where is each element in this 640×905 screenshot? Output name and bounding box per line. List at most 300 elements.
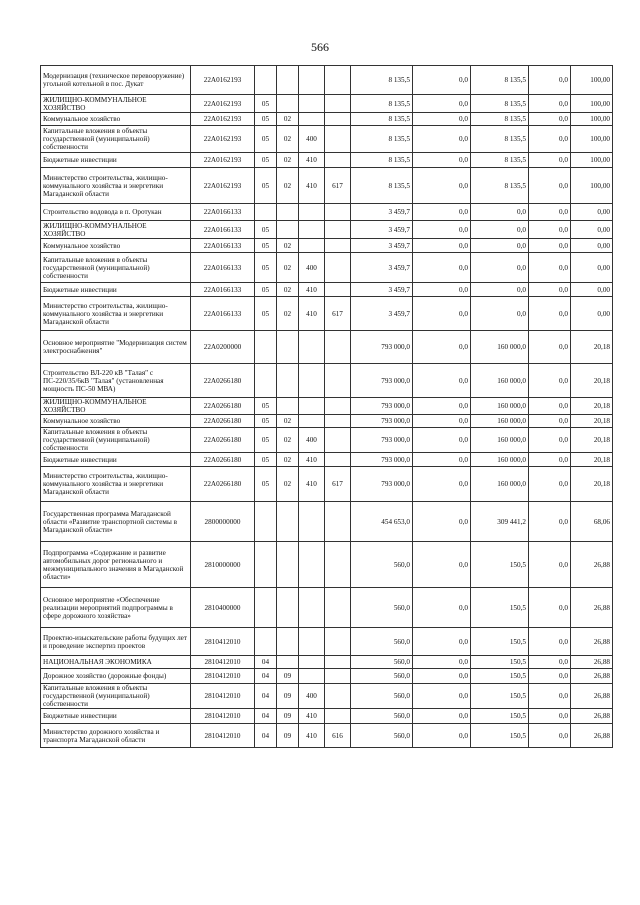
cell-v3: 0,0	[471, 297, 529, 331]
cell-type: 400	[299, 253, 325, 283]
cell-name: Строительство водовода в п. Оротукан	[41, 204, 191, 221]
cell-v5: 20,18	[571, 398, 613, 415]
cell-dept	[325, 628, 351, 656]
cell-type	[299, 331, 325, 364]
table-row	[41, 724, 613, 748]
cell-sub: 02	[277, 453, 299, 467]
cell-v1: 793 000,0	[351, 331, 413, 364]
cell-sub	[277, 66, 299, 95]
cell-dept	[325, 398, 351, 415]
cell-name: Бюджетные инвестиции	[41, 453, 191, 467]
cell-v4: 0,0	[529, 542, 571, 588]
cell-name: Капитальные вложения в объекты государственной (муниципальной) собственности	[41, 684, 191, 709]
cell-v5: 20,18	[571, 453, 613, 467]
cell-v3: 160 000,0	[471, 398, 529, 415]
cell-sub: 02	[277, 253, 299, 283]
cell-v3: 8 135,5	[471, 95, 529, 113]
cell-name: Коммунальное хозяйство	[41, 113, 191, 126]
table-row	[41, 709, 613, 724]
cell-v4: 0,0	[529, 709, 571, 724]
cell-v1: 8 135,5	[351, 95, 413, 113]
cell-v4: 0,0	[529, 428, 571, 453]
cell-sec: 05	[255, 253, 277, 283]
cell-v1: 793 000,0	[351, 364, 413, 398]
cell-type: 410	[299, 709, 325, 724]
cell-v2: 0,0	[413, 113, 471, 126]
cell-sec: 05	[255, 168, 277, 204]
cell-code: 2810412010	[191, 724, 255, 748]
cell-sub	[277, 204, 299, 221]
cell-v2: 0,0	[413, 428, 471, 453]
cell-code: 22А0166133	[191, 283, 255, 297]
cell-v4: 0,0	[529, 331, 571, 364]
cell-v3: 0,0	[471, 239, 529, 253]
table-row	[41, 153, 613, 168]
cell-v3: 160 000,0	[471, 467, 529, 502]
table-row	[41, 467, 613, 502]
cell-v1: 793 000,0	[351, 467, 413, 502]
cell-code: 22А0162193	[191, 168, 255, 204]
cell-dept	[325, 502, 351, 542]
cell-dept	[325, 153, 351, 168]
cell-v3: 8 135,5	[471, 126, 529, 153]
cell-v2: 0,0	[413, 467, 471, 502]
cell-name: ЖИЛИЩНО-КОММУНАЛЬНОЕ ХОЗЯЙСТВО	[41, 95, 191, 113]
cell-v4: 0,0	[529, 153, 571, 168]
cell-v3: 150,5	[471, 724, 529, 748]
table-row	[41, 398, 613, 415]
cell-dept	[325, 684, 351, 709]
cell-code: 22А0166133	[191, 221, 255, 239]
cell-v4: 0,0	[529, 398, 571, 415]
cell-code: 22А0166133	[191, 239, 255, 253]
cell-v2: 0,0	[413, 415, 471, 428]
cell-v4: 0,0	[529, 724, 571, 748]
cell-v1: 560,0	[351, 684, 413, 709]
cell-type	[299, 398, 325, 415]
cell-type	[299, 221, 325, 239]
cell-v3: 8 135,5	[471, 66, 529, 95]
cell-sub	[277, 656, 299, 669]
cell-v5: 68,06	[571, 502, 613, 542]
cell-v1: 8 135,5	[351, 66, 413, 95]
cell-name: Капитальные вложения в объекты государственной (муниципальной) собственности	[41, 126, 191, 153]
cell-name: Министерство строительства, жилищно-коммунального хозяйства и энергетики Магаданской области	[41, 467, 191, 502]
cell-sub: 09	[277, 724, 299, 748]
cell-v1: 793 000,0	[351, 398, 413, 415]
cell-v3: 150,5	[471, 542, 529, 588]
table-row	[41, 656, 613, 669]
cell-name: Министерство строительства, жилищно-коммунального хозяйства и энергетики Магаданской области	[41, 168, 191, 204]
cell-v4: 0,0	[529, 113, 571, 126]
cell-v2: 0,0	[413, 126, 471, 153]
cell-v4: 0,0	[529, 95, 571, 113]
budget-table	[40, 65, 613, 748]
cell-v2: 0,0	[413, 66, 471, 95]
cell-sec	[255, 502, 277, 542]
cell-v4: 0,0	[529, 453, 571, 467]
cell-v3: 150,5	[471, 684, 529, 709]
cell-name: Модернизация (техническое перевооружение) угольной котельной в пос. Дукат	[41, 66, 191, 95]
cell-v1: 560,0	[351, 588, 413, 628]
cell-v1: 560,0	[351, 669, 413, 684]
table-row	[41, 628, 613, 656]
cell-name: ЖИЛИЩНО-КОММУНАЛЬНОЕ ХОЗЯЙСТВО	[41, 398, 191, 415]
page-number: 566	[311, 40, 329, 54]
table-row	[41, 239, 613, 253]
cell-sec	[255, 331, 277, 364]
cell-code: 2810412010	[191, 656, 255, 669]
cell-type	[299, 95, 325, 113]
cell-v4: 0,0	[529, 66, 571, 95]
cell-dept	[325, 415, 351, 428]
cell-name: Основное мероприятие «Обеспечение реализации мероприятий подпрограммы в сфере дорожного хозяйства»	[41, 588, 191, 628]
cell-v2: 0,0	[413, 153, 471, 168]
cell-sub: 02	[277, 153, 299, 168]
cell-sub	[277, 398, 299, 415]
cell-v4: 0,0	[529, 297, 571, 331]
cell-sub: 02	[277, 415, 299, 428]
cell-v2: 0,0	[413, 331, 471, 364]
cell-v3: 160 000,0	[471, 428, 529, 453]
cell-v2: 0,0	[413, 297, 471, 331]
cell-sec: 04	[255, 669, 277, 684]
cell-v1: 793 000,0	[351, 428, 413, 453]
cell-dept	[325, 669, 351, 684]
cell-type	[299, 415, 325, 428]
cell-v4: 0,0	[529, 221, 571, 239]
cell-type: 410	[299, 467, 325, 502]
cell-code: 2800000000	[191, 502, 255, 542]
cell-v1: 3 459,7	[351, 239, 413, 253]
cell-code: 22А0166133	[191, 253, 255, 283]
budget-body	[41, 66, 613, 748]
cell-type: 400	[299, 126, 325, 153]
cell-v2: 0,0	[413, 724, 471, 748]
cell-v3: 150,5	[471, 628, 529, 656]
table-row	[41, 684, 613, 709]
cell-sec: 05	[255, 467, 277, 502]
cell-sec	[255, 364, 277, 398]
cell-code: 22А0166133	[191, 204, 255, 221]
cell-v4: 0,0	[529, 502, 571, 542]
cell-name: Основное мероприятие "Модернизация систем электроснабжения"	[41, 331, 191, 364]
cell-sub	[277, 331, 299, 364]
cell-v5: 20,18	[571, 428, 613, 453]
table-row	[41, 253, 613, 283]
cell-name: Государственная программа Магаданской области «Развитие транспортной системы в Магаданской области»	[41, 502, 191, 542]
table-row	[41, 168, 613, 204]
cell-sec: 04	[255, 656, 277, 669]
cell-sec: 05	[255, 95, 277, 113]
cell-type	[299, 113, 325, 126]
cell-sub: 02	[277, 297, 299, 331]
cell-v1: 560,0	[351, 709, 413, 724]
cell-v2: 0,0	[413, 542, 471, 588]
cell-type: 400	[299, 428, 325, 453]
cell-v5: 26,88	[571, 724, 613, 748]
cell-dept	[325, 113, 351, 126]
table-row	[41, 113, 613, 126]
cell-v2: 0,0	[413, 588, 471, 628]
cell-type	[299, 588, 325, 628]
table-row	[41, 415, 613, 428]
cell-code: 2810412010	[191, 669, 255, 684]
cell-v5: 0,00	[571, 253, 613, 283]
cell-v4: 0,0	[529, 283, 571, 297]
cell-code: 22А0162193	[191, 66, 255, 95]
cell-name: Коммунальное хозяйство	[41, 415, 191, 428]
cell-sub: 09	[277, 684, 299, 709]
cell-type	[299, 502, 325, 542]
cell-v5: 0,00	[571, 239, 613, 253]
cell-sec: 05	[255, 126, 277, 153]
cell-sec	[255, 66, 277, 95]
cell-dept: 617	[325, 297, 351, 331]
cell-dept	[325, 709, 351, 724]
cell-v1: 3 459,7	[351, 297, 413, 331]
cell-code: 22А0266180	[191, 415, 255, 428]
cell-name: Капитальные вложения в объекты государственной (муниципальной) собственности	[41, 428, 191, 453]
cell-v3: 0,0	[471, 204, 529, 221]
cell-v2: 0,0	[413, 221, 471, 239]
cell-sub: 02	[277, 113, 299, 126]
cell-v1: 454 653,0	[351, 502, 413, 542]
table-row	[41, 95, 613, 113]
cell-sub: 09	[277, 669, 299, 684]
cell-v5: 20,18	[571, 364, 613, 398]
cell-v3: 0,0	[471, 221, 529, 239]
table-row	[41, 66, 613, 95]
cell-dept	[325, 239, 351, 253]
table-row	[41, 331, 613, 364]
cell-sec: 05	[255, 453, 277, 467]
cell-sec: 05	[255, 283, 277, 297]
cell-v5: 100,00	[571, 66, 613, 95]
cell-v5: 26,88	[571, 669, 613, 684]
cell-code: 22А0266180	[191, 467, 255, 502]
cell-v5: 100,00	[571, 153, 613, 168]
cell-v2: 0,0	[413, 656, 471, 669]
cell-code: 22А0162193	[191, 113, 255, 126]
cell-type: 410	[299, 453, 325, 467]
cell-sec	[255, 542, 277, 588]
cell-sec: 05	[255, 428, 277, 453]
cell-type: 400	[299, 684, 325, 709]
table-row	[41, 428, 613, 453]
cell-v4: 0,0	[529, 204, 571, 221]
table-row	[41, 588, 613, 628]
cell-sub: 02	[277, 428, 299, 453]
cell-dept	[325, 331, 351, 364]
cell-name: ЖИЛИЩНО-КОММУНАЛЬНОЕ ХОЗЯЙСТВО	[41, 221, 191, 239]
cell-type	[299, 239, 325, 253]
table-row	[41, 453, 613, 467]
cell-v4: 0,0	[529, 415, 571, 428]
cell-v4: 0,0	[529, 467, 571, 502]
table-row	[41, 221, 613, 239]
table-row	[41, 502, 613, 542]
cell-v5: 0,00	[571, 283, 613, 297]
cell-sec: 05	[255, 239, 277, 253]
cell-type: 410	[299, 283, 325, 297]
cell-v2: 0,0	[413, 453, 471, 467]
cell-type	[299, 542, 325, 588]
cell-name: Коммунальное хозяйство	[41, 239, 191, 253]
cell-sec	[255, 628, 277, 656]
cell-sub: 02	[277, 239, 299, 253]
cell-type	[299, 656, 325, 669]
cell-sub: 09	[277, 709, 299, 724]
cell-code: 2810400000	[191, 588, 255, 628]
cell-v1: 560,0	[351, 724, 413, 748]
cell-sec: 05	[255, 297, 277, 331]
cell-v2: 0,0	[413, 364, 471, 398]
cell-v1: 560,0	[351, 656, 413, 669]
cell-v4: 0,0	[529, 628, 571, 656]
cell-type	[299, 204, 325, 221]
cell-v3: 8 135,5	[471, 113, 529, 126]
cell-type	[299, 669, 325, 684]
cell-sec: 04	[255, 709, 277, 724]
cell-sub	[277, 542, 299, 588]
cell-sub	[277, 588, 299, 628]
cell-name: Бюджетные инвестиции	[41, 153, 191, 168]
cell-v2: 0,0	[413, 502, 471, 542]
cell-name: Министерство дорожного хозяйства и транспорта Магаданской области	[41, 724, 191, 748]
cell-v3: 160 000,0	[471, 453, 529, 467]
cell-type: 410	[299, 724, 325, 748]
cell-v5: 100,00	[571, 95, 613, 113]
cell-type	[299, 66, 325, 95]
cell-v4: 0,0	[529, 239, 571, 253]
cell-v5: 26,88	[571, 628, 613, 656]
table-row	[41, 297, 613, 331]
cell-code: 22А0162193	[191, 126, 255, 153]
cell-v1: 8 135,5	[351, 113, 413, 126]
cell-type	[299, 628, 325, 656]
cell-dept: 617	[325, 168, 351, 204]
cell-name: Дорожное хозяйство (дорожные фонды)	[41, 669, 191, 684]
cell-sec: 05	[255, 153, 277, 168]
cell-v2: 0,0	[413, 398, 471, 415]
cell-v5: 0,00	[571, 297, 613, 331]
table-row	[41, 126, 613, 153]
cell-v1: 793 000,0	[351, 453, 413, 467]
cell-v5: 100,00	[571, 126, 613, 153]
cell-name: НАЦИОНАЛЬНАЯ ЭКОНОМИКА	[41, 656, 191, 669]
table-row	[41, 283, 613, 297]
cell-v2: 0,0	[413, 168, 471, 204]
cell-v3: 160 000,0	[471, 364, 529, 398]
cell-v4: 0,0	[529, 364, 571, 398]
cell-sec: 05	[255, 415, 277, 428]
cell-type: 410	[299, 297, 325, 331]
cell-sub	[277, 502, 299, 542]
cell-name: Проектно-изыскательские работы будущих лет и проведение экспертиз проектов	[41, 628, 191, 656]
cell-v4: 0,0	[529, 588, 571, 628]
cell-name: Капитальные вложения в объекты государственной (муниципальной) собственности	[41, 253, 191, 283]
cell-v4: 0,0	[529, 669, 571, 684]
cell-v3: 0,0	[471, 283, 529, 297]
cell-code: 22А0266180	[191, 364, 255, 398]
cell-sub: 02	[277, 467, 299, 502]
cell-dept	[325, 364, 351, 398]
cell-v5: 0,00	[571, 221, 613, 239]
cell-v3: 150,5	[471, 588, 529, 628]
cell-code: 22А0266180	[191, 453, 255, 467]
cell-code: 22А0266180	[191, 428, 255, 453]
cell-dept: 617	[325, 467, 351, 502]
cell-v1: 3 459,7	[351, 283, 413, 297]
cell-sec: 05	[255, 221, 277, 239]
cell-sec	[255, 204, 277, 221]
cell-dept	[325, 221, 351, 239]
cell-v3: 150,5	[471, 709, 529, 724]
cell-dept	[325, 126, 351, 153]
cell-v4: 0,0	[529, 684, 571, 709]
cell-sec: 05	[255, 398, 277, 415]
cell-sub: 02	[277, 126, 299, 153]
cell-code: 22А0200000	[191, 331, 255, 364]
cell-v2: 0,0	[413, 253, 471, 283]
cell-v4: 0,0	[529, 126, 571, 153]
cell-sub: 02	[277, 283, 299, 297]
cell-v2: 0,0	[413, 239, 471, 253]
cell-v3: 8 135,5	[471, 168, 529, 204]
cell-v2: 0,0	[413, 283, 471, 297]
cell-name: Бюджетные инвестиции	[41, 709, 191, 724]
cell-type	[299, 364, 325, 398]
cell-code: 2810412010	[191, 684, 255, 709]
table-row	[41, 669, 613, 684]
cell-code: 2810412010	[191, 709, 255, 724]
cell-v3: 8 135,5	[471, 153, 529, 168]
cell-v1: 560,0	[351, 628, 413, 656]
cell-type: 410	[299, 168, 325, 204]
cell-code: 2810000000	[191, 542, 255, 588]
cell-code: 22А0162193	[191, 153, 255, 168]
cell-v4: 0,0	[529, 168, 571, 204]
cell-v5: 0,00	[571, 204, 613, 221]
cell-sub: 02	[277, 168, 299, 204]
cell-v4: 0,0	[529, 656, 571, 669]
cell-v1: 3 459,7	[351, 221, 413, 239]
cell-v1: 8 135,5	[351, 126, 413, 153]
cell-type: 410	[299, 153, 325, 168]
cell-dept	[325, 588, 351, 628]
cell-v5: 26,88	[571, 656, 613, 669]
cell-sub	[277, 95, 299, 113]
table-row	[41, 204, 613, 221]
cell-sub	[277, 628, 299, 656]
cell-v5: 100,00	[571, 168, 613, 204]
cell-dept: 616	[325, 724, 351, 748]
cell-v2: 0,0	[413, 628, 471, 656]
cell-v1: 560,0	[351, 542, 413, 588]
cell-v2: 0,0	[413, 709, 471, 724]
cell-sub	[277, 221, 299, 239]
table-row	[41, 542, 613, 588]
cell-v3: 0,0	[471, 253, 529, 283]
cell-v5: 26,88	[571, 542, 613, 588]
table-row	[41, 364, 613, 398]
cell-sec: 04	[255, 684, 277, 709]
cell-dept	[325, 453, 351, 467]
cell-v1: 793 000,0	[351, 415, 413, 428]
cell-v3: 309 441,2	[471, 502, 529, 542]
cell-v3: 160 000,0	[471, 331, 529, 364]
